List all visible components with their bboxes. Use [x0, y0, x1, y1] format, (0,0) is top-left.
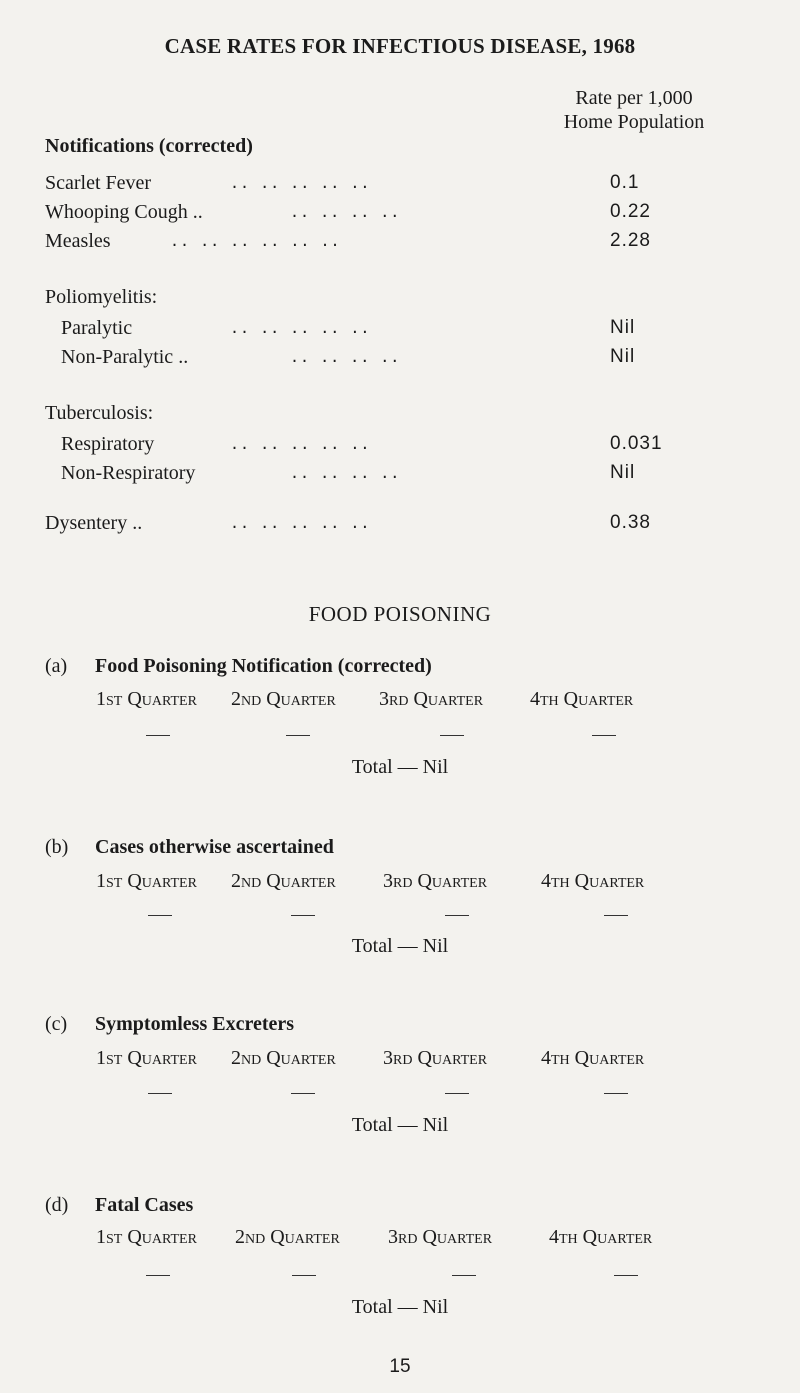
row-label: Paralytic — [61, 317, 133, 339]
quarter-4-dash — [614, 1275, 638, 1276]
section-letter: (a) — [45, 655, 68, 677]
quarter-3-label: 3rd Quarter — [383, 1047, 488, 1069]
quarter-4-label: 4th Quarter — [549, 1226, 653, 1248]
rate-header-line2: Home Population — [563, 111, 705, 133]
food-poisoning-title: FOOD POISONING — [308, 602, 492, 626]
row-respiratory — [45, 431, 745, 457]
quarter-1-label: 1st Quarter — [96, 1047, 197, 1069]
page-title: CASE RATES FOR INFECTIOUS DISEASE, 1968 — [164, 34, 636, 58]
row-label: Non-Respiratory — [61, 462, 196, 484]
rate-header-line1: Rate per 1,000 — [575, 87, 693, 109]
quarter-3-dash — [445, 1093, 469, 1094]
row-value: Nil — [610, 462, 636, 483]
section-c-quarters — [96, 1047, 796, 1073]
quarter-4-dash — [604, 915, 628, 916]
row-value: 0.22 — [610, 201, 651, 222]
row-value: 0.38 — [610, 512, 651, 533]
quarter-3-dash — [445, 915, 469, 916]
quarter-1-dash — [146, 1275, 170, 1276]
quarter-1-dash — [148, 915, 172, 916]
row-non-paralytic — [45, 344, 745, 370]
quarter-1-label: 1st Quarter — [96, 688, 197, 710]
leader-dots: .. .. .. .. .. — [230, 435, 371, 453]
group-tuberculosis: Tuberculosis: — [45, 402, 154, 424]
section-title: Cases otherwise ascertained — [95, 836, 334, 858]
section-c-heading — [45, 1013, 294, 1036]
section-c-total: Total — Nil — [351, 1114, 449, 1136]
row-label: Whooping Cough .. — [45, 201, 203, 223]
leader-dots: .. .. .. .. — [290, 203, 401, 221]
quarter-4-dash — [592, 735, 616, 736]
row-non-respiratory — [45, 460, 745, 486]
quarter-1-dash — [148, 1093, 172, 1094]
section-d-heading — [45, 1194, 193, 1217]
quarter-3-dash — [452, 1275, 476, 1276]
quarter-4-label: 4th Quarter — [541, 870, 645, 892]
row-label: Dysentery .. — [45, 512, 143, 534]
row-value: Nil — [610, 317, 636, 338]
group-poliomyelitis: Poliomyelitis: — [45, 286, 158, 308]
row-label: Measles — [45, 230, 111, 252]
leader-dots: .. .. .. .. — [290, 464, 401, 482]
leader-dots: .. .. .. .. .. — [230, 174, 371, 192]
row-whooping-cough — [45, 199, 745, 225]
quarter-1-dash — [146, 735, 170, 736]
quarter-2-dash — [292, 1275, 316, 1276]
section-a-quarters — [96, 688, 796, 714]
leader-dots: .. .. .. .. — [290, 348, 401, 366]
row-paralytic — [45, 315, 745, 341]
row-value: 0.1 — [610, 172, 640, 193]
section-b-total: Total — Nil — [351, 935, 449, 957]
quarter-2-label: 2nd Quarter — [235, 1226, 340, 1248]
row-label: Non-Paralytic .. — [61, 346, 189, 368]
quarter-2-label: 2nd Quarter — [231, 1047, 336, 1069]
section-title: Symptomless Excreters — [95, 1013, 295, 1035]
quarter-1-label: 1st Quarter — [96, 1226, 197, 1248]
section-letter: (b) — [45, 836, 69, 858]
quarter-2-label: 2nd Quarter — [231, 688, 336, 710]
quarter-1-label: 1st Quarter — [96, 870, 197, 892]
leader-dots: .. .. .. .. .. — [230, 514, 371, 532]
row-value: 0.031 — [610, 433, 663, 454]
quarter-3-dash — [440, 735, 464, 736]
section-d-quarters — [96, 1226, 796, 1252]
row-value: Nil — [610, 346, 636, 367]
quarter-2-dash — [291, 915, 315, 916]
section-b-quarters — [96, 870, 796, 896]
quarter-4-dash — [604, 1093, 628, 1094]
quarter-3-label: 3rd Quarter — [388, 1226, 493, 1248]
row-scarlet-fever — [45, 170, 745, 196]
row-measles — [45, 228, 745, 254]
section-a-heading — [45, 655, 432, 678]
row-label: Scarlet Fever — [45, 172, 152, 194]
quarter-2-dash — [286, 735, 310, 736]
quarter-4-label: 4th Quarter — [530, 688, 634, 710]
section-d-total: Total — Nil — [351, 1296, 449, 1318]
section-title: Food Poisoning Notification (corrected) — [95, 655, 432, 677]
section-title: Fatal Cases — [95, 1194, 194, 1216]
quarter-4-label: 4th Quarter — [541, 1047, 645, 1069]
row-label: Respiratory — [61, 433, 155, 455]
section-letter: (d) — [45, 1194, 69, 1216]
section-b-heading — [45, 836, 334, 859]
notifications-header: Notifications (corrected) — [45, 135, 253, 157]
quarter-2-label: 2nd Quarter — [231, 870, 336, 892]
section-a-total: Total — Nil — [351, 756, 449, 778]
page-number: 15 — [389, 1356, 411, 1377]
quarter-2-dash — [291, 1093, 315, 1094]
row-dysentery — [45, 510, 745, 536]
leader-dots: .. .. .. .. .. — [230, 319, 371, 337]
leader-dots: .. .. .. .. .. .. — [170, 232, 341, 250]
section-letter: (c) — [45, 1013, 68, 1035]
row-value: 2.28 — [610, 230, 651, 251]
quarter-3-label: 3rd Quarter — [379, 688, 484, 710]
quarter-3-label: 3rd Quarter — [383, 870, 488, 892]
